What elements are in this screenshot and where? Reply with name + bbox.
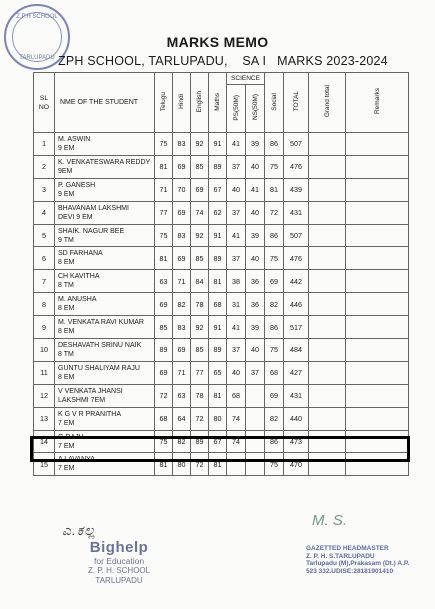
english-mark-cell: 69 (191, 178, 209, 201)
maths-mark-cell: 91 (209, 224, 227, 247)
total-mark-cell: 446 (284, 293, 309, 316)
telugu-mark-cell: 75 (155, 224, 173, 247)
student-class: 8 TM (58, 282, 74, 290)
student-class: DEVI 9 EM (58, 213, 93, 221)
english-mark-cell: 92 (191, 224, 209, 247)
logo-line3: Z. P. H. SCHOOL (88, 566, 151, 575)
english-mark-cell: 78 (191, 384, 209, 407)
header-student-name: NME OF THE STUDENT (55, 73, 155, 133)
total-mark-cell: 470 (284, 453, 309, 476)
english-mark-cell: 85 (191, 247, 209, 270)
student-class: 8 EM (58, 373, 75, 381)
logo-line2: for Education (94, 556, 145, 566)
social-mark-cell: 69 (265, 384, 284, 407)
student-class: 9 EM (58, 144, 75, 152)
grand-total-cell (309, 201, 346, 224)
headmaster-signature: M. S. (312, 512, 348, 529)
ns-mark-cell: 39 (246, 224, 265, 247)
maths-mark-cell: 65 (209, 361, 227, 384)
telugu-mark-cell: 75 (155, 430, 173, 453)
hindi-mark-cell: 69 (173, 247, 191, 270)
sl-no-cell: 11 (34, 361, 55, 384)
ps-mark-cell: 41 (227, 133, 246, 156)
header-maths (209, 73, 227, 133)
student-name-cell (55, 224, 155, 247)
header-no-text: NO (38, 103, 50, 111)
remarks-cell (346, 201, 409, 224)
maths-mark-cell: 91 (209, 133, 227, 156)
social-mark-cell: 72 (265, 201, 284, 224)
header-telugu-text: Telugu (160, 91, 167, 112)
ns-mark-cell: 39 (246, 133, 265, 156)
header-total (284, 73, 309, 133)
student-class: 7 EM (58, 465, 75, 473)
total-mark-cell: 507 (284, 133, 309, 156)
maths-mark-cell: 68 (209, 293, 227, 316)
student-name: GUNTU SHALIYAM RAJU (58, 364, 140, 372)
student-name: DESHAVATH SRINU NAIK (58, 341, 142, 349)
student-name: K. VENKATESWARA REDDY (58, 158, 151, 166)
table-row (34, 384, 409, 407)
sl-no-cell: 13 (34, 407, 55, 430)
hindi-mark-cell: 70 (173, 178, 191, 201)
english-mark-cell: 72 (191, 407, 209, 430)
maths-mark-cell: 81 (209, 270, 227, 293)
hindi-mark-cell: 71 (173, 270, 191, 293)
total-mark-cell: 439 (284, 178, 309, 201)
total-mark-cell: 431 (284, 201, 309, 224)
memo-subtitle: ZPH SCHOOL, TARLUPADU, SA I MARKS 2023-2024 (58, 54, 388, 68)
sl-no-cell: 12 (34, 384, 55, 407)
grand-total-cell (309, 155, 346, 178)
header-social (265, 73, 284, 133)
ps-mark-cell: 37 (227, 247, 246, 270)
hindi-mark-cell: 64 (173, 407, 191, 430)
telugu-mark-cell: 81 (155, 247, 173, 270)
student-name: CH KAVITHA (58, 273, 100, 281)
header-english (191, 73, 209, 133)
maths-mark-cell: 81 (209, 384, 227, 407)
student-class: 8 EM (58, 259, 75, 267)
student-name: A LAVANYA (58, 456, 95, 464)
header-hindi (173, 73, 191, 133)
student-class: LAKSHMI 7EM (58, 396, 106, 404)
remarks-cell (346, 384, 409, 407)
ns-mark-cell (246, 407, 265, 430)
student-name-cell (55, 133, 155, 156)
ns-mark-cell: 40 (246, 339, 265, 362)
hindi-mark-cell: 63 (173, 384, 191, 407)
header-science-group: SCIENCE (227, 73, 265, 85)
table-row (34, 293, 409, 316)
maths-mark-cell: 81 (209, 453, 227, 476)
social-mark-cell: 86 (265, 133, 284, 156)
student-name: BHAVANAM LAKSHMI (58, 204, 129, 212)
table-row (34, 178, 409, 201)
sl-no-cell: 8 (34, 293, 55, 316)
student-name: G RAJU (58, 433, 84, 441)
social-mark-cell: 86 (265, 224, 284, 247)
ns-mark-cell: 39 (246, 316, 265, 339)
english-mark-cell: 72 (191, 453, 209, 476)
remarks-cell (346, 155, 409, 178)
stamp-line4: 523 332.UDISE:28181901410 (306, 567, 394, 575)
student-name-cell (55, 407, 155, 430)
telugu-mark-cell: 72 (155, 384, 173, 407)
ps-mark-cell: 68 (227, 384, 246, 407)
ps-mark-cell: 40 (227, 361, 246, 384)
remarks-cell (346, 270, 409, 293)
student-class: 8 EM (58, 305, 75, 313)
student-class: 9EM (58, 167, 73, 175)
remarks-cell (346, 407, 409, 430)
student-name-cell (55, 247, 155, 270)
student-rows (34, 133, 409, 476)
hindi-mark-cell: 69 (173, 201, 191, 224)
student-name-cell (55, 316, 155, 339)
sl-no-cell: 9 (34, 316, 55, 339)
hindi-mark-cell: 69 (173, 155, 191, 178)
table-row (34, 133, 409, 156)
header-remarks (346, 73, 409, 133)
social-mark-cell: 75 (265, 247, 284, 270)
left-signature: ಎ.ಕಲ್ಲ (62, 522, 96, 538)
grand-total-cell (309, 384, 346, 407)
total-mark-cell: 507 (284, 224, 309, 247)
english-mark-cell: 92 (191, 316, 209, 339)
stamp-line2: Z. P. H. S.TARLUPADU (306, 552, 375, 560)
grand-total-cell (309, 178, 346, 201)
sl-no-cell: 2 (34, 155, 55, 178)
sl-no-cell: 15 (34, 453, 55, 476)
english-mark-cell: 78 (191, 293, 209, 316)
remarks-cell (346, 224, 409, 247)
student-name-cell (55, 270, 155, 293)
ns-mark-cell: 40 (246, 155, 265, 178)
social-mark-cell: 75 (265, 155, 284, 178)
english-mark-cell: 85 (191, 155, 209, 178)
headmaster-stamp (306, 545, 426, 575)
ns-mark-cell: 40 (246, 201, 265, 224)
stamp-top-line2: TARLUPADU (19, 55, 55, 61)
telugu-mark-cell: 63 (155, 270, 173, 293)
remarks-cell (346, 293, 409, 316)
stamp-line3: Tarlupadu (M),Prakasam (Dt.) A.P. (306, 560, 410, 567)
sl-no-cell: 1 (34, 133, 55, 156)
grand-total-cell (309, 270, 346, 293)
maths-mark-cell: 91 (209, 316, 227, 339)
header-ns (246, 85, 265, 133)
maths-mark-cell: 67 (209, 178, 227, 201)
english-mark-cell: 85 (191, 339, 209, 362)
table-row (34, 247, 409, 270)
social-mark-cell: 82 (265, 407, 284, 430)
stamp-line1: GAZETTED HEADMASTER (306, 545, 389, 552)
total-mark-cell: 476 (284, 155, 309, 178)
ps-mark-cell: 74 (227, 430, 246, 453)
english-mark-cell: 77 (191, 361, 209, 384)
sl-no-cell: 4 (34, 201, 55, 224)
telugu-mark-cell: 85 (155, 316, 173, 339)
student-name: M. VENKATA RAVI KUMAR (58, 319, 144, 327)
telugu-mark-cell: 77 (155, 201, 173, 224)
grand-total-cell (309, 361, 346, 384)
grand-total-cell (309, 316, 346, 339)
telugu-mark-cell: 75 (155, 133, 173, 156)
sl-no-cell: 10 (34, 339, 55, 362)
english-mark-cell: 89 (191, 430, 209, 453)
header-total-text: TOTAL (292, 91, 300, 112)
english-mark-cell: 84 (191, 270, 209, 293)
grand-total-cell (309, 293, 346, 316)
student-name: SHAIK. NAGUR BEE (58, 227, 125, 235)
table-row (34, 270, 409, 293)
maths-mark-cell: 80 (209, 407, 227, 430)
social-mark-cell: 68 (265, 361, 284, 384)
header-grand-total (309, 73, 346, 133)
remarks-cell (346, 361, 409, 384)
grand-total-cell (309, 407, 346, 430)
telugu-mark-cell: 69 (155, 361, 173, 384)
ns-mark-cell: 41 (246, 178, 265, 201)
student-class: 8 EM (58, 328, 75, 336)
remarks-cell (346, 316, 409, 339)
total-mark-cell: 476 (284, 247, 309, 270)
total-mark-cell: 473 (284, 430, 309, 453)
header-sl-no (34, 73, 55, 133)
student-name-cell (55, 178, 155, 201)
student-name: V VENKATA JHANSI (58, 387, 123, 395)
student-name: K G V R PRANITHA (58, 410, 122, 418)
ns-mark-cell (246, 384, 265, 407)
social-mark-cell: 69 (265, 270, 284, 293)
social-mark-cell: 75 (265, 453, 284, 476)
ps-mark-cell: 41 (227, 224, 246, 247)
table-row (34, 339, 409, 362)
total-mark-cell: 431 (284, 384, 309, 407)
header-social-text: Social (270, 92, 278, 111)
sl-no-cell: 5 (34, 224, 55, 247)
student-name-cell (55, 293, 155, 316)
student-class: 9 EM (58, 190, 75, 198)
hindi-mark-cell: 71 (173, 361, 191, 384)
sl-no-cell: 7 (34, 270, 55, 293)
student-name-cell (55, 201, 155, 224)
marks-table (33, 72, 409, 476)
ps-mark-cell: 74 (227, 407, 246, 430)
hindi-mark-cell: 83 (173, 133, 191, 156)
header-ps-text: PS(50M) (232, 94, 240, 121)
table-row (34, 224, 409, 247)
grand-total-cell (309, 247, 346, 270)
grand-total-cell (309, 133, 346, 156)
hindi-mark-cell: 80 (173, 453, 191, 476)
logo-line4: TARLUPADU (95, 576, 143, 585)
telugu-mark-cell: 89 (155, 339, 173, 362)
remarks-cell (346, 178, 409, 201)
maths-mark-cell: 89 (209, 155, 227, 178)
table-row (34, 316, 409, 339)
hindi-mark-cell: 83 (173, 316, 191, 339)
student-name: SD FARHANA (58, 250, 103, 258)
english-mark-cell: 92 (191, 133, 209, 156)
maths-mark-cell: 62 (209, 201, 227, 224)
ns-mark-cell: 37 (246, 361, 265, 384)
ns-mark-cell: 36 (246, 270, 265, 293)
remarks-cell (346, 339, 409, 362)
ps-mark-cell: 31 (227, 293, 246, 316)
header-ns-text: NS(50M) (251, 94, 259, 121)
telugu-mark-cell: 81 (155, 155, 173, 178)
student-name: M. ANUSHA (58, 296, 97, 304)
memo-title: MARKS MEMO (166, 34, 269, 50)
header-english-text: English (196, 90, 203, 113)
hindi-mark-cell: 82 (173, 430, 191, 453)
ps-mark-cell: 37 (227, 201, 246, 224)
student-name-cell (55, 155, 155, 178)
student-class: 7 EM (58, 419, 75, 427)
total-mark-cell: 484 (284, 339, 309, 362)
telugu-mark-cell: 81 (155, 453, 173, 476)
student-name-cell (55, 384, 155, 407)
student-name-cell (55, 361, 155, 384)
ps-mark-cell: 41 (227, 316, 246, 339)
total-mark-cell: 517 (284, 316, 309, 339)
maths-mark-cell: 67 (209, 430, 227, 453)
grand-total-cell (309, 224, 346, 247)
table-row (34, 155, 409, 178)
total-mark-cell: 427 (284, 361, 309, 384)
table-row (34, 201, 409, 224)
hindi-mark-cell: 82 (173, 293, 191, 316)
telugu-mark-cell: 69 (155, 293, 173, 316)
remarks-cell (346, 133, 409, 156)
logo-line1: Bighelp (89, 539, 149, 556)
total-mark-cell: 440 (284, 407, 309, 430)
table-row (34, 361, 409, 384)
student-class: 9 TM (58, 236, 74, 244)
ps-mark-cell: 37 (227, 155, 246, 178)
student-class: 8 TM (58, 350, 74, 358)
ps-mark-cell: 40 (227, 178, 246, 201)
header-sl-text: SL (39, 94, 49, 102)
highlighted-row-box (30, 436, 410, 462)
header-maths-text: Maths (214, 92, 221, 111)
ns-mark-cell: 40 (246, 247, 265, 270)
ps-mark-cell: 38 (227, 270, 246, 293)
social-mark-cell: 82 (265, 293, 284, 316)
header-hindi-text: Hindi (178, 94, 185, 109)
social-mark-cell: 81 (265, 178, 284, 201)
social-mark-cell: 86 (265, 316, 284, 339)
bighelp-logo (88, 540, 150, 586)
social-mark-cell: 86 (265, 430, 284, 453)
student-name: P. GANESH (58, 181, 96, 189)
maths-mark-cell: 89 (209, 339, 227, 362)
sl-no-cell: 3 (34, 178, 55, 201)
ps-mark-cell: 37 (227, 339, 246, 362)
stamp-top-line1: Z.P.H SCHOOL (16, 14, 58, 20)
ns-mark-cell: 36 (246, 293, 265, 316)
table-row (34, 407, 409, 430)
sl-no-cell: 6 (34, 247, 55, 270)
maths-mark-cell: 89 (209, 247, 227, 270)
social-mark-cell: 75 (265, 339, 284, 362)
grand-total-cell (309, 339, 346, 362)
hindi-mark-cell: 69 (173, 339, 191, 362)
remarks-cell (346, 247, 409, 270)
student-class: 7 EM (58, 442, 75, 450)
student-name-cell (55, 339, 155, 362)
sl-no-cell: 14 (34, 430, 55, 453)
student-name: M. ASWIN (58, 135, 91, 143)
telugu-mark-cell: 68 (155, 407, 173, 430)
header-grand-total-text: Grand total (323, 85, 331, 118)
english-mark-cell: 74 (191, 201, 209, 224)
header-telugu (155, 73, 173, 133)
hindi-mark-cell: 83 (173, 224, 191, 247)
total-mark-cell: 442 (284, 270, 309, 293)
header-ps (227, 85, 246, 133)
header-remarks-text: Remarks (373, 88, 381, 115)
telugu-mark-cell: 71 (155, 178, 173, 201)
